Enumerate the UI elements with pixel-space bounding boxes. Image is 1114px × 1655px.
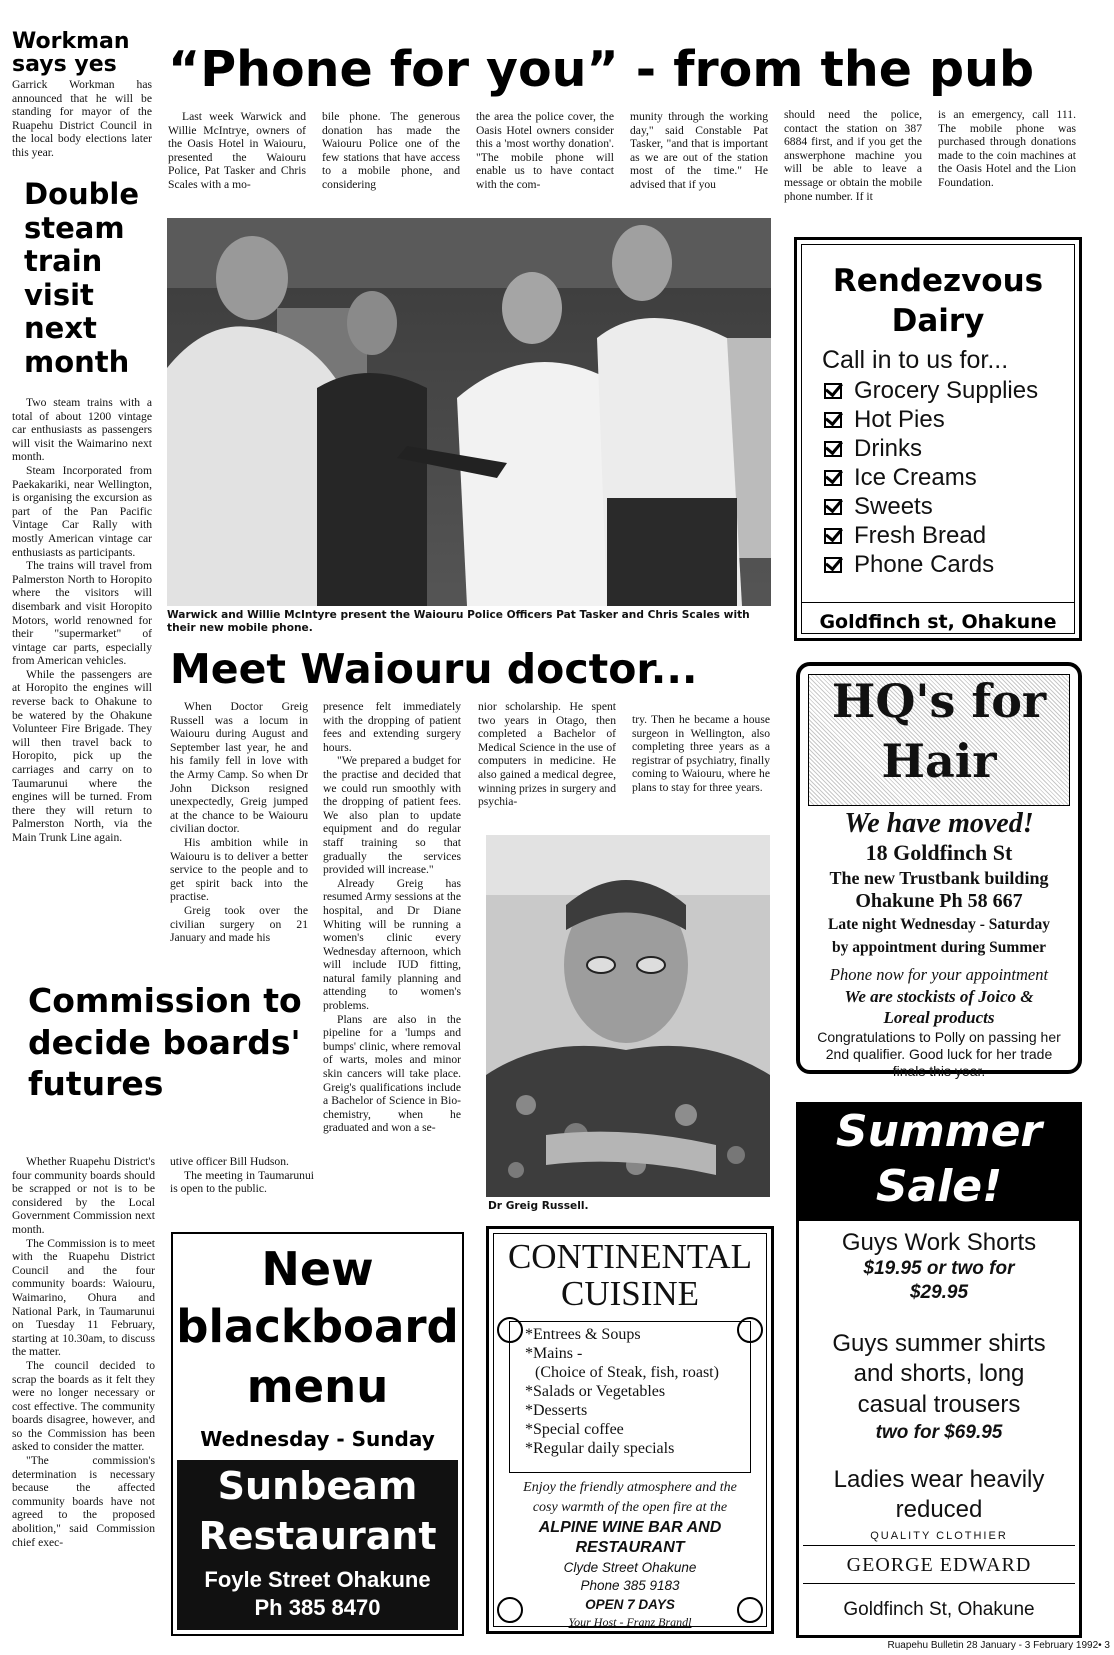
dairy-item-label: Fresh Bread: [854, 522, 987, 549]
continental-bar: ALPINE WINE BAR AND: [538, 1519, 722, 1536]
summer-address: Goldfinch St, Ohakune: [843, 1599, 1035, 1620]
continental-menu: [525, 1325, 719, 1458]
steam-paragraph: While the passengers are at Horopito the engines will reverse back to Ohakune to be watered by the Ohakune Volunteer Fire Brigade. They will then travel back to Horopito, pick up the carriages and carry on to Taumarunui where the engines will be turned. From there they will return to Palmerston North, via the Main Trunk Line again.: [12, 667, 152, 844]
menu-item: *Salads or Vegetables: [525, 1383, 666, 1400]
checkbox-icon: [824, 557, 842, 573]
continental-open: OPEN 7 DAYS: [585, 1597, 675, 1612]
continental-ad: [486, 1226, 774, 1634]
menu-item: *Special coffee: [525, 1421, 624, 1438]
phone-col: Last week Warwick and Willie McIntrye, owners of the Oasis Hotel in Waiouru, presented the Waiouru Police, Pat Tasker and Chris Scales with a mo-: [168, 110, 306, 191]
phone-col: munity through the working day," said Constable Pat Tasker, "and that is important as we are out of the station most of the time." He advised that if you: [630, 110, 768, 191]
phone-col: the area the police cover, the Oasis Hotel owners consider this a 'most worthy donation'. "The mobile phone will enable us to have contact with the com-: [476, 110, 614, 191]
doctor-caption: Dr Greig Russell.: [488, 1200, 589, 1212]
dairy-item-label: Hot Pies: [854, 406, 945, 433]
dairy-item: [824, 521, 1038, 550]
commission-paragraph: The meeting in Taumarunui is open to the public.: [170, 1168, 314, 1196]
menu-item: *Desserts: [525, 1402, 588, 1419]
summer-ladies: Ladies wear heavily: [833, 1466, 1045, 1493]
phone-col: should need the police, contact the station on 387 6884 first, and if you get the answerphone machine you will be able to leave a message or obtain the mobile phone number. If it: [784, 108, 922, 203]
steam-paragraph: The trains will travel from Palmerston North to Horopito where the visitors will disembark and visit Horopito Motors, world renowned for their "supermarket" of vintage car parts, especially from American vehicles.: [12, 559, 152, 668]
doctor-paragraph: Greig took over the civilian surgery on 21 January and made his: [170, 903, 308, 945]
summer-sale-ad: [796, 1102, 1082, 1638]
blackboard-title: menu: [246, 1360, 389, 1413]
summer-shorts-price: $29.95: [909, 1282, 969, 1303]
steam-paragraph: Steam Incorporated from Paekakariki, near Wellington, is organising the excursion as part of the Pan Pacific Vintage Car Rally with mostly American vintage car enthusiasts as participants.: [12, 463, 152, 559]
dairy-item-label: Grocery Supplies: [854, 377, 1039, 404]
hair-phone-now: Phone now for your appointment: [829, 965, 1049, 984]
phone-col: bile phone. The generous donation has made the Waiouru Police one of the few stations that have access to a mobile phone, and considering: [322, 110, 460, 191]
doctor-photo: [486, 835, 770, 1197]
commission-col1: [12, 1155, 155, 1549]
commission-paragraph: utive officer Bill Hudson.: [170, 1155, 289, 1168]
continental-phone: Phone 385 9183: [580, 1578, 680, 1593]
summer-shorts: Guys Work Shorts: [841, 1229, 1037, 1256]
hair-stockists: Loreal products: [883, 1008, 995, 1027]
summer-shorts-price: $19.95 or two for: [863, 1258, 1015, 1279]
dairy-address: Goldfinch st, Ohakune: [819, 611, 1057, 633]
continental-title: CONTINENTAL: [507, 1237, 753, 1276]
doctor-col2: [323, 700, 461, 1135]
commission-paragraph: Whether Ruapehu District's four community boards should be scrapped or not is to be considered by the Local Government Commission next month.: [12, 1155, 155, 1236]
checkbox-icon: [824, 499, 842, 515]
steam-paragraph: Two steam trains with a total of about 1200 vintage car enthusiasts as passengers will visit the Waimarino next month.: [12, 396, 152, 464]
blackboard-title: blackboard: [176, 1300, 459, 1353]
continental-host-signature: Your Host - Franz Brandl: [568, 1615, 692, 1629]
menu-item: *Regular daily specials: [525, 1440, 675, 1457]
doctor-headline: Meet Waiouru doctor...: [170, 645, 698, 693]
hair-moved: We have moved!: [844, 808, 1034, 839]
menu-item: (Choice of Steak, fish, roast): [535, 1364, 719, 1381]
doctor-col1: [170, 700, 308, 945]
summer-title: Summer: [835, 1106, 1043, 1157]
hair-address: 18 Goldfinch St: [865, 840, 1013, 865]
checkbox-icon: [824, 470, 842, 486]
doctor-paragraph: His ambition while in Waiouru is to deliver a better service to the people and to get spirit back into the practise.: [170, 835, 308, 904]
sunbeam-street: Foyle Street Ohakune: [204, 1567, 431, 1592]
hair-congrats: Congratulations to Polly on passing her 2nd qualifier. Good luck for her trade finals this year.: [817, 1029, 1061, 1079]
workman-body: Garrick Workman has announced that he will be standing for mayor of the Ruapehu District Council in the local body elections later this year.: [12, 78, 152, 159]
hair-title: Hair: [881, 734, 997, 788]
doctor-paragraph: presence felt immediately with the dropping of patient fees and extending surgery hours.: [323, 700, 461, 754]
summer-ladies: reduced: [895, 1496, 983, 1523]
blackboard-title: New: [261, 1242, 374, 1296]
continental-title: CUISINE: [560, 1274, 700, 1313]
continental-enjoy: cosy warmth of the open fire at the: [532, 1500, 728, 1515]
dairy-item: [824, 550, 1038, 579]
summer-title: Sale!: [875, 1161, 1003, 1212]
continental-street: Clyde Street Ohakune: [563, 1560, 697, 1575]
phone-caption: Warwick and Willie McIntyre present the Waiouru Police Officers Pat Tasker and Chris Scales with their new mobile phone.: [167, 609, 750, 634]
commission-paragraph: The Commission is to meet with the Ruapehu District Council and the four community boards: Waiouru, Waimarino, Ohura and National Park, in Taumarunui on Tuesday 11 February, starting at 10.30am, to discuss the matter.: [12, 1236, 155, 1359]
commission-paragraph: The council decided to scrap the boards as it felt they were no longer necessary or cost effective. The community boards disagree, however, and so the Commission has been asked to consider the matter.: [12, 1358, 155, 1454]
doctor-paragraph: Plans are also in the pipeline for a 'lumps and bumps' clinic, where removal of warts, moles and minor skin cancers will take place. Greig's qualifications include a Bachelor of Science in Bio-chemistry, when he graduated and won a se-: [323, 1012, 461, 1135]
dairy-item: [824, 376, 1038, 405]
dairy-item-label: Drinks: [854, 435, 923, 462]
commission-headline: Commission to decide boards' futures: [28, 981, 302, 1103]
checkbox-icon: [824, 412, 842, 428]
commission-paragraph: "The commission's determination is necessary because the affected community boards have not agreed to the proposed abolition," said Commission chief exec-: [12, 1454, 155, 1549]
steam-article: [12, 396, 152, 845]
dairy-ad: [794, 237, 1082, 641]
hair-appointment: by appointment during Summer: [831, 939, 1047, 956]
checkbox-icon: [824, 383, 842, 399]
continental-bar: RESTAURANT: [575, 1539, 685, 1556]
blackboard-days: Wednesday - Sunday: [200, 1427, 435, 1451]
checkbox-icon: [824, 528, 842, 544]
doctor-paragraph: "We prepared a budget for the practise and decided that we could run smoothly with the dropping of patient fees. We also plan to update equipment and do regular staff training so that gradually the services provided will increase.": [323, 754, 461, 877]
summer-quality: QUALITY CLOTHIER: [870, 1530, 1008, 1542]
phone-headline: “Phone for you” - from the pub: [168, 41, 1035, 98]
summer-shirts: casual trousers: [857, 1391, 1021, 1418]
phone-col: is an emergency, call 111. The mobile phone was purchased through donations made to the coin machines at the Oasis Hotel and the Lion Foundation.: [938, 108, 1076, 189]
summer-brand-logo: GEORGE EDWARD: [846, 1554, 1032, 1576]
sunbeam-ad: [171, 1232, 464, 1636]
dairy-item: [824, 463, 1038, 492]
hair-ad: [796, 662, 1082, 1079]
sunbeam-title: Sunbeam: [217, 1464, 418, 1508]
hair-phone: Ohakune Ph 58 667: [855, 890, 1023, 912]
doctor-paragraph: nior scholarship. He spent two years in Otago, then completed a Bachelor of Medical Science in the use of computers in medicine. He also gained a medical degree, winning prizes in surgery and psychia-: [478, 700, 616, 809]
doctor-paragraph: When Doctor Greig Russell was a locum in Waiouru during August and September last year, he and his family fell in love with the Army Camp. So when Dr John Dickson resigned unexpectedly, Greig jumped at the chance to be Waiouru civilian doctor.: [170, 700, 308, 836]
dairy-item-label: Sweets: [854, 493, 933, 520]
sunbeam-phone: Ph 385 8470: [254, 1595, 381, 1620]
dairy-intro: Call in to us for...: [822, 346, 1009, 374]
doctor-paragraph: try. Then he became a house surgeon in Wellington, also completing three years as a registrar of psychiatry, finally coming to Waiouru, where he plans to stay for three years.: [632, 713, 770, 794]
dairy-item: [824, 492, 1038, 521]
sunbeam-title: Restaurant: [198, 1514, 437, 1558]
dairy-item: [824, 405, 1038, 434]
dairy-title: Dairy: [891, 303, 985, 339]
dairy-item-label: Ice Creams: [854, 464, 977, 491]
police-phone-photo: [167, 218, 771, 606]
summer-shirts: Guys summer shirts: [832, 1330, 1046, 1357]
hair-building: The new Trustbank building: [829, 868, 1049, 888]
commission-col2: [170, 1155, 314, 1196]
summer-shirts: and shorts, long: [853, 1360, 1025, 1387]
dairy-item-label: Phone Cards: [854, 551, 995, 578]
checkbox-icon: [824, 441, 842, 457]
page-footer: Ruapehu Bulletin 28 January - 3 February 1992• 3: [887, 1640, 1110, 1651]
doctor-paragraph: Already Greig has resumed Army sessions at the hospital, and Dr Diane Whiting will be running a women's clinic every Wednesday afternoon, which will include IUD fitting, natural family planning and attending to women's problems.: [323, 876, 461, 1013]
menu-item: *Entrees & Soups: [525, 1326, 641, 1343]
hair-title: HQ's for: [831, 674, 1047, 728]
dairy-item-list: [824, 376, 1038, 579]
hair-stockists: We are stockists of Joico &: [844, 987, 1034, 1006]
dairy-item: [824, 434, 1038, 463]
continental-enjoy: Enjoy the friendly atmosphere and the: [523, 1480, 737, 1495]
menu-item: *Mains -: [525, 1345, 583, 1362]
steam-headline: Double steam train visit next month: [24, 177, 140, 379]
dairy-title: Rendezvous: [832, 263, 1044, 299]
workman-headline: Workman says yes: [12, 29, 130, 77]
hair-late: Late night Wednesday - Saturday: [828, 916, 1050, 933]
summer-shirts-price: two for $69.95: [875, 1422, 1003, 1443]
